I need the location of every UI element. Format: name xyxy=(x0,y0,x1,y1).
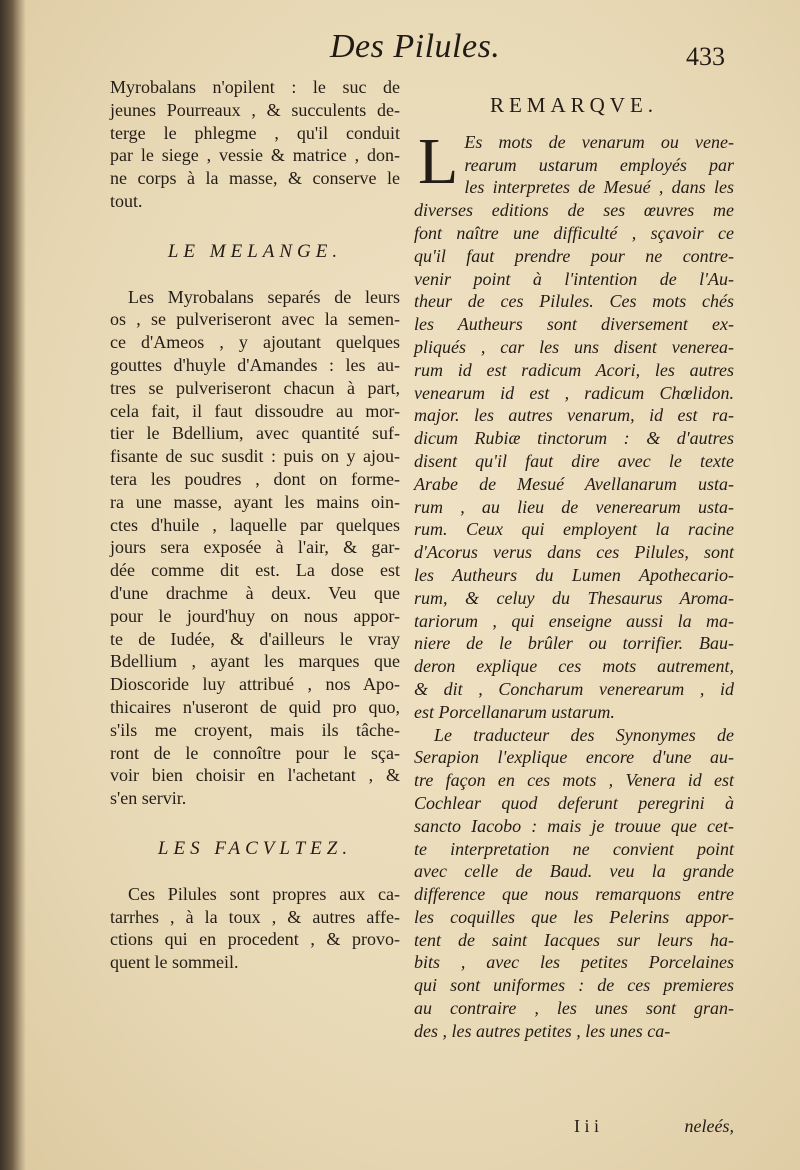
text-line: au contraire , les unes sont gran- xyxy=(414,998,734,1019)
catchword: neleés, xyxy=(684,1116,734,1136)
page-number: 433 xyxy=(686,42,725,71)
text-line: tera les poudres , dont on forme- xyxy=(110,468,400,489)
text-line: les Autheurs sont diversement ex- xyxy=(414,314,734,335)
text-line: quent le sommeil. xyxy=(110,952,239,973)
text-line: s'en servir. xyxy=(110,788,187,809)
text-line: te interpretation ne convient point xyxy=(414,838,734,859)
text-line: difference que nous remarquons entre xyxy=(414,884,734,905)
text-line: Les Myrobalans separés de leurs xyxy=(128,286,400,307)
text-line: les interpretes de Mesué , dans les xyxy=(464,177,734,198)
left-paragraph-3 xyxy=(110,883,400,974)
left-paragraph-1 xyxy=(110,76,400,213)
text-line: les Autheurs du Lumen Apothecario- xyxy=(414,564,734,585)
text-line: tariorum , qui enseigne aussi la ma- xyxy=(414,610,734,631)
text-line: des , les autres petites , les unes ca- xyxy=(414,1020,671,1041)
text-line: sancto Iacobo : mais je trouue que cet- xyxy=(414,815,734,836)
text-line: avec celle de Baud. veu la grande xyxy=(414,861,734,882)
page-footer xyxy=(414,1116,734,1140)
text-line: ront de le connoître pour le sça- xyxy=(110,742,400,763)
text-line: dicum Rubiæ tinctorum : & d'autres xyxy=(414,428,734,449)
text-line: Dioscoride luy attribué , nos Apo- xyxy=(110,674,400,695)
text-line: disent qu'il faut dire avec le texte xyxy=(414,450,734,471)
text-line: qui sont uniformes : de ces premieres xyxy=(414,975,734,996)
text-line: rum , au lieu de venerearum usta- xyxy=(414,496,734,517)
text-line: te de Iudée, & d'ailleurs le vray xyxy=(110,628,400,649)
text-line: fisante de suc susdit : puis on y ajou- xyxy=(110,446,400,467)
text-line: major. les autres venarum, id est ra- xyxy=(414,405,734,426)
text-line: qu'il faut prendre pour ne contre- xyxy=(414,245,734,266)
text-line: ra une masse, ayant les mains oin- xyxy=(110,491,400,512)
text-line: ctes d'huile , laquelle par quelques xyxy=(110,514,400,535)
text-line: terge le phlegme , qu'il conduit xyxy=(110,122,400,143)
text-line: d'Acorus verus dans ces Pilules, sont xyxy=(414,542,734,563)
text-line: les coquilles que les Pelerins appor- xyxy=(414,906,734,927)
running-title: Des Pilules. xyxy=(330,28,501,65)
text-line: jours sera exposée à l'air, & gar- xyxy=(110,537,400,558)
left-column xyxy=(110,76,400,974)
text-line: ctions qui en procedent , & provo- xyxy=(110,929,400,950)
text-line: rum id est radicum Acori, les autres xyxy=(414,359,734,380)
running-head xyxy=(0,28,800,78)
text-line: deron explique ces mots autrement, xyxy=(414,656,734,677)
text-line: rum. Ceux qui employent la racine xyxy=(414,519,734,540)
text-line: bits , avec les petites Porcelaines xyxy=(414,952,734,973)
text-line: tres se pulveriseront chacun à part, xyxy=(110,377,400,398)
text-line: tout. xyxy=(110,190,143,211)
text-line: theur de ces Pilules. Ces mots chés xyxy=(414,291,734,312)
heading-remarque: REMARQVE. xyxy=(489,93,659,117)
text-line: tre façon en ces mots , Venera id est xyxy=(414,770,734,791)
text-line: tarrhes , à la toux , & autres affe- xyxy=(110,906,400,927)
text-line: venir point à l'intention de l'Au- xyxy=(414,268,734,289)
text-line: dée comme dit est. La dose est xyxy=(110,560,400,581)
text-line: diverses editions de ses œuvres me xyxy=(414,200,734,221)
heading-les-facultez: LES FACVLTEZ. xyxy=(157,837,353,859)
text-line: par le siege , vessie & matrice , don- xyxy=(110,145,400,166)
text-line: venearum id est , radicum Chœlidon. xyxy=(414,382,734,403)
text-line: Es mots de venarum ou vene- xyxy=(464,131,734,152)
text-line: pour le jourd'huy on nous appor- xyxy=(110,605,400,626)
text-line: ne corps à la masse, & conserve le xyxy=(110,168,400,189)
text-line: Myrobalans n'opilent : le suc de xyxy=(110,77,400,97)
text-line: os , se pulveriseront avec la semen- xyxy=(110,309,400,330)
text-line: pliqués , car les uns disent venerea- xyxy=(414,336,734,357)
text-line: s'ils me croyent, mais ils tâche- xyxy=(110,719,400,740)
remarque-paragraph-1 xyxy=(414,124,734,724)
text-line: Le traducteur des Synonymes de xyxy=(434,724,734,745)
remarque-paragraph-2 xyxy=(414,724,734,1043)
text-line: ce d'Ameos , y ajoutant quelques xyxy=(110,332,400,353)
text-line: jeunes Pourreaux , & succulents de- xyxy=(110,99,400,120)
text-line: thicaires n'useront de quid pro quo, xyxy=(110,696,400,717)
text-line: niere de le brûler ou torrifier. Bau- xyxy=(414,633,734,654)
text-line: est Porcellanarum ustarum. xyxy=(414,701,615,722)
text-line: Arabe de Mesué Avellanarum usta- xyxy=(414,473,734,494)
text-line: rearum ustarum employés par xyxy=(464,154,734,175)
text-line: gouttes d'huyle d'Amandes : les au- xyxy=(110,354,400,375)
text-line: tier le Bdellium, avec quantité suf- xyxy=(110,423,400,444)
heading-le-melange: LE MELANGE. xyxy=(167,240,343,262)
text-line: tent de saint Iacques sur leurs ha- xyxy=(414,929,734,950)
text-line: Cochlear quod deferunt peregrini à xyxy=(414,792,734,813)
text-line: Bdellium , ayant les marques que xyxy=(110,651,400,672)
text-line: font naître une difficulté , sçavoir ce xyxy=(414,222,734,243)
book-gutter-shadow xyxy=(0,0,26,1170)
text-line: cela fait, il faut dissoudre au mor- xyxy=(110,400,400,421)
text-line: rum, & celuy du Thesaurus Aroma- xyxy=(414,587,734,608)
right-column xyxy=(414,76,734,1043)
text-line: Serapion l'explique encore d'une au- xyxy=(414,747,734,768)
left-paragraph-2 xyxy=(110,286,400,810)
text-line: d'une drachme à deux. Veu que xyxy=(110,582,400,603)
signature-mark: I i i xyxy=(574,1116,599,1136)
text-line: & dit , Concharum venerearum , id xyxy=(414,678,734,699)
text-line: voir bien choisir en l'achetant , & xyxy=(110,765,400,786)
text-line: Ces Pilules sont propres aux ca- xyxy=(128,883,400,904)
drop-cap: L xyxy=(418,124,459,198)
